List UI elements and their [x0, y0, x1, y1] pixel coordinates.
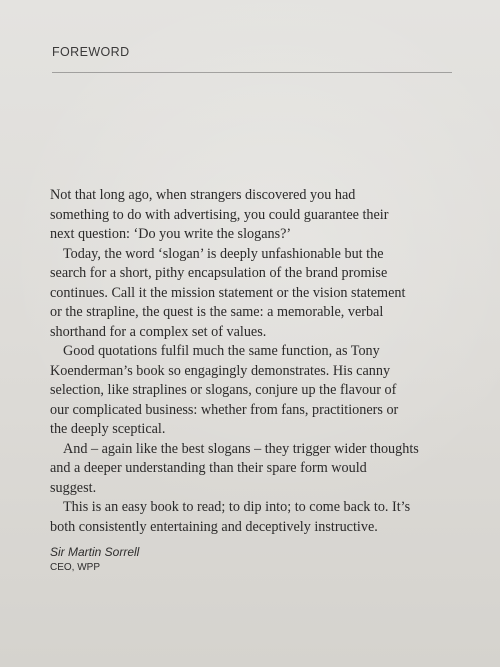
paragraph-line: or the strapline, the quest is the same: a memorable, verbal — [50, 304, 384, 320]
paragraph-line: This is an easy book to read; to dip into; to come back to. It’s — [63, 499, 411, 515]
paragraph-line: next question: ‘Do you write the slogans?’ — [50, 226, 292, 242]
paragraph-line: selection, like straplines or slogans, conjure up the flavour of — [50, 382, 397, 398]
paragraph-5 — [50, 498, 460, 537]
paragraph-line: And – again like the best slogans – they trigger wider thoughts — [63, 440, 419, 457]
paragraph-line: Today, the word ‘slogan’ is deeply unfashionable but the — [63, 245, 384, 262]
paragraph-line: and a deeper understanding than their spare form would — [50, 460, 367, 476]
paragraph-line: our complicated business: whether from fans, practitioners or — [50, 401, 399, 418]
paragraph-line: the deeply sceptical. — [50, 421, 166, 437]
signature-block — [50, 545, 350, 575]
paragraph-line: Not that long ago, when strangers discovered you had — [50, 187, 356, 203]
page-header — [52, 44, 452, 73]
paragraph-line: continues. Call it the mission statement or the vision statement — [50, 284, 406, 301]
paragraph-line: both consistently entertaining and deceptively instructive. — [50, 518, 378, 535]
signatory-name: Sir Martin Sorrell — [50, 545, 140, 559]
paragraph-line: Koenderman’s book so engagingly demonstrates. His canny — [50, 362, 391, 379]
header-divider — [52, 72, 452, 73]
paragraph-line: suggest. — [50, 479, 97, 496]
paragraph-line: Good quotations fulfil much the same function, as Tony — [63, 343, 380, 359]
foreword-body — [50, 186, 460, 537]
paragraph-line: something to do with advertising, you could guarantee their — [50, 206, 389, 223]
paragraph-3 — [50, 342, 460, 440]
paragraph-line: search for a short, pithy encapsulation of the brand promise — [50, 265, 388, 281]
paragraph-4 — [50, 440, 460, 499]
paragraph-2 — [50, 245, 460, 343]
paragraph-line: shorthand for a complex set of values. — [50, 323, 267, 340]
paragraph-1 — [50, 186, 460, 245]
signatory-role: CEO, WPP — [50, 562, 101, 573]
section-label: FOREWORD — [52, 45, 130, 59]
